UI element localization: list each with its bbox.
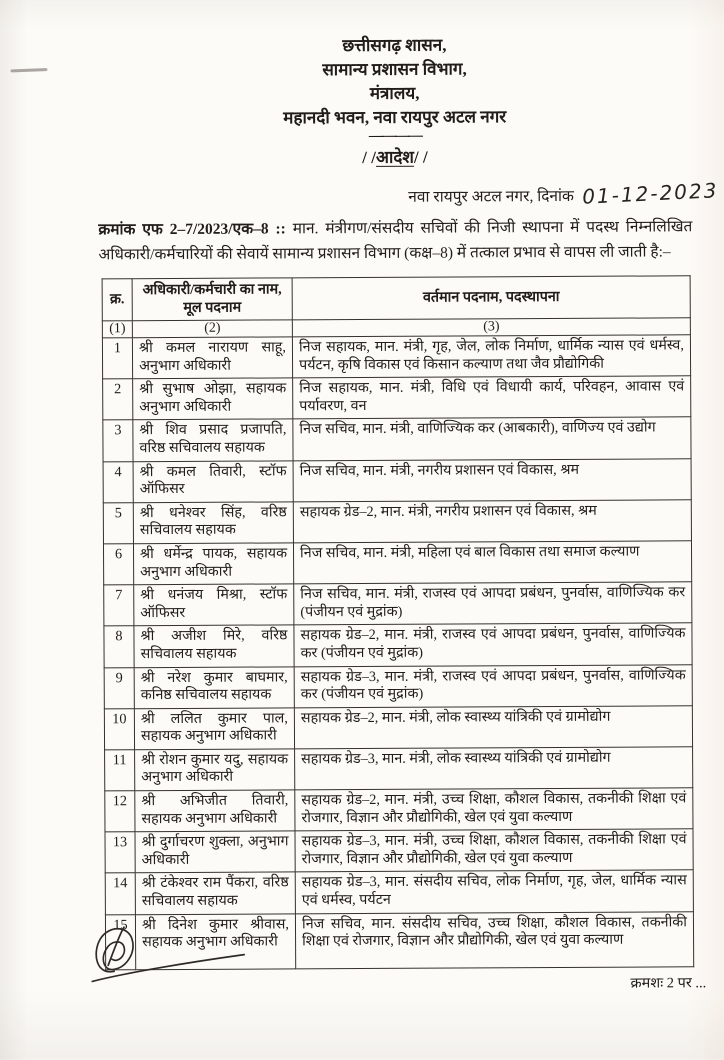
row-officer-name: श्री ललित कुमार पाल, सहायक अनुभाग अधिकारी [134,708,294,750]
row-officer-name: श्री रोशन कुमार यदु, सहायक अनुभाग अधिकारी [135,749,295,791]
order-title-prefix: / / [362,147,377,167]
officer-table-body [102,335,693,970]
table-row [104,623,692,667]
row-serial-number: 8 [104,626,134,667]
row-serial-number: 12 [105,791,135,832]
table-header-row [102,276,690,321]
row-serial-number: 10 [104,708,134,749]
row-officer-name: श्री धर्मेन्द्र पायक, सहायक अनुभाग अधिकारी [133,543,293,585]
table-row [105,829,693,873]
col-number-2: (2) [132,320,292,338]
table-row [102,335,690,379]
col-number-1: (1) [102,321,132,338]
order-body-text: मान. मंत्रीगण/संसदीय सचिवों की निजी स्थापना में पदस्थ निम्नलिखित अधिकारी/कर्मचारियों की सेवायें सामान्य प्रशासन विभाग (कक्ष–8) में तत्काल प्रभाव से वापस ली जाती है:– [98,218,693,264]
table-row [103,417,691,461]
table-row [104,705,692,749]
row-current-posting: निज सचिव, मान. संसदीय सचिव, उच्च शिक्षा, कौशल विकास, तकनीकी शिक्षा एवं रोजगार, विज्ञान और प्रौद्योगिकी, खेल एवं युवा कल्याण [295,911,693,968]
table-row [103,376,691,420]
letterhead [97,32,692,171]
row-serial-number: 1 [102,338,132,379]
col-header-serial: क्र. [102,279,132,321]
row-current-posting: निज सहायक, मान. मंत्री, गृह, जेल, लोक निर्माण, धार्मिक न्यास एवं धर्मस्व, पर्यटन, कृषि विकास एवं किसान कल्याण तथा जैव प्रौद्योगिकी [292,335,690,378]
row-current-posting: सहायक ग्रेड–2, मान. मंत्री, उच्च शिक्षा, कौशल विकास, तकनीकी शिक्षा एवं रोजगार, विज्ञान और प्रौद्योगिकी, खेल एवं युवा कल्याण [295,788,693,831]
col-number-3: (3) [292,318,690,337]
place-date-label: नवा रायपुर अटल नगर, दिनांक [408,187,574,206]
row-serial-number: 15 [105,914,135,969]
ministry-name: मंत्रालय, [369,83,420,103]
row-current-posting: सहायक ग्रेड–3, मान. मंत्री, राजस्व एवं आपदा प्रबंधन, पुनर्वास, वाणिज्यिक कर (पंजीयन एवं मुद्रांक) [294,664,692,707]
separator-dash: ———— [368,127,421,144]
officers-table [102,275,695,970]
government-name: छत्तीसगढ़ शासन, [342,35,447,56]
row-officer-name: श्री दुर्गाचरण शुक्ला, अनुभाग अधिकारी [135,831,295,873]
row-serial-number: 6 [103,544,133,585]
row-serial-number: 2 [103,379,133,420]
row-current-posting: निज सहायक, मान. मंत्री, विधि एवं विधायी कार्य, परिवहन, आवास एवं पर्यावरण, वन [293,376,691,419]
pen-stroke-mark [10,68,47,72]
row-serial-number: 5 [103,502,133,543]
row-officer-name: श्री दिनेश कुमार श्रीवास, सहायक अनुभाग अधिकारी [135,913,295,969]
row-officer-name: श्री कमल नारायण साहू, अनुभाग अधिकारी [132,337,292,379]
signature-initials-icon [84,918,274,989]
row-current-posting: सहायक ग्रेड–3, मान. संसदीय सचिव, लोक निर्माण, गृह, जेल, धार्मिक न्यास एवं धर्मस्व, पर्यटन [295,870,693,913]
row-officer-name: श्री शिव प्रसाद प्रजापति, वरिष्ठ सचिवालय सहायक [133,419,293,461]
document-content [97,32,719,995]
table-row [104,582,692,626]
row-current-posting: सहायक ग्रेड–3, मान. मंत्री, उच्च शिक्षा, कौशल विकास, तकनीकी शिक्षा एवं रोजगार, विज्ञान और प्रौद्योगिकी, खेल एवं युवा कल्याण [295,829,693,872]
row-current-posting: निज सचिव, मान. मंत्री, राजस्व एवं आपदा प्रबंधन, पुनर्वास, वाणिज्यिक कर (पंजीयन एवं मुद्रांक) [294,582,692,625]
table-row [105,788,693,832]
row-serial-number: 7 [104,585,134,626]
row-serial-number: 13 [105,832,135,873]
handwritten-date: 01-12-2023 [581,178,719,209]
row-current-posting: सहायक ग्रेड–2, मान. मंत्री, लोक स्वास्थ्य यांत्रिकी एवं ग्रामोद्योग [294,705,692,748]
continuation-note: क्रमशः 2 पर ... [630,975,707,992]
row-serial-number: 11 [105,750,135,791]
row-serial-number: 4 [103,461,133,502]
order-number-label: क्रमांक एफ 2–7/2023/एक–8 :: [98,220,286,239]
row-current-posting: सहायक ग्रेड–2, मान. मंत्री, राजस्व एवं आपदा प्रबंधन, पुनर्वास, वाणिज्यिक कर (पंजीयन एवं मुद्रांक) [294,623,692,666]
order-title-suffix: / / [413,147,428,167]
row-current-posting: निज सचिव, मान. मंत्री, नगरीय प्रशासन एवं विकास, श्रम [293,458,691,501]
row-officer-name: श्री टंकेश्वर राम पैंकरा, वरिष्ठ सचिवालय सहायक [135,872,295,914]
row-serial-number: 9 [104,667,134,708]
dateline [98,178,719,209]
row-officer-name: श्री धनेश्वर सिंह, वरिष्ठ सचिवालय सहायक [133,502,293,544]
table-row [103,500,691,544]
scanned-order-document [0,32,724,1060]
table-row [103,458,691,502]
table-head [102,276,690,338]
order-title [98,144,692,171]
row-current-posting: सहायक ग्रेड–3, मान. मंत्री, लोक स्वास्थ्य यांत्रिकी एवं ग्रामोद्योग [295,747,693,790]
col-header-name: अधिकारी/कर्मचारी का नाम, मूल पदनाम [132,278,292,321]
row-current-posting: निज सचिव, मान. मंत्री, वाणिज्यिक कर (आबकारी), वाणिज्य एवं उद्योग [293,417,691,460]
table-row [105,747,693,791]
table-row [103,541,691,585]
row-current-posting: सहायक ग्रेड–2, मान. मंत्री, नगरीय प्रशासन एवं विकास, श्रम [293,500,691,543]
row-officer-name: श्री अभिजीत तिवारी, सहायक अनुभाग अधिकारी [135,790,295,832]
col-header-posting: वर्तमान पदनाम, पदस्थापना [292,276,690,320]
row-officer-name: श्री कमल तिवारी, स्टॉफ ऑफिसर [133,460,293,502]
order-title-word: आदेश [375,147,414,167]
row-officer-name: श्री सुभाष ओझा, सहायक अनुभाग अधिकारी [133,378,293,420]
row-serial-number: 14 [105,873,135,914]
row-current-posting: निज सचिव, मान. मंत्री, महिला एवं बाल विकास तथा समाज कल्याण [293,541,691,584]
table-row [104,664,692,708]
row-officer-name: श्री धनंजय मिश्रा, स्टॉफ ऑफिसर [134,584,294,626]
department-name: सामान्य प्रशासन विभाग, [322,59,467,80]
table-row [105,870,693,914]
row-serial-number: 3 [103,420,133,461]
row-officer-name: श्री अजीश मिरे, वरिष्ठ सचिवालय सहायक [134,625,294,667]
order-paragraph [98,214,692,267]
address-line: महानदी भवन, नवा रायपुर अटल नगर [283,107,507,128]
row-officer-name: श्री नरेश कुमार बाघमार, कनिष्ठ सचिवालय सहायक [134,666,294,708]
